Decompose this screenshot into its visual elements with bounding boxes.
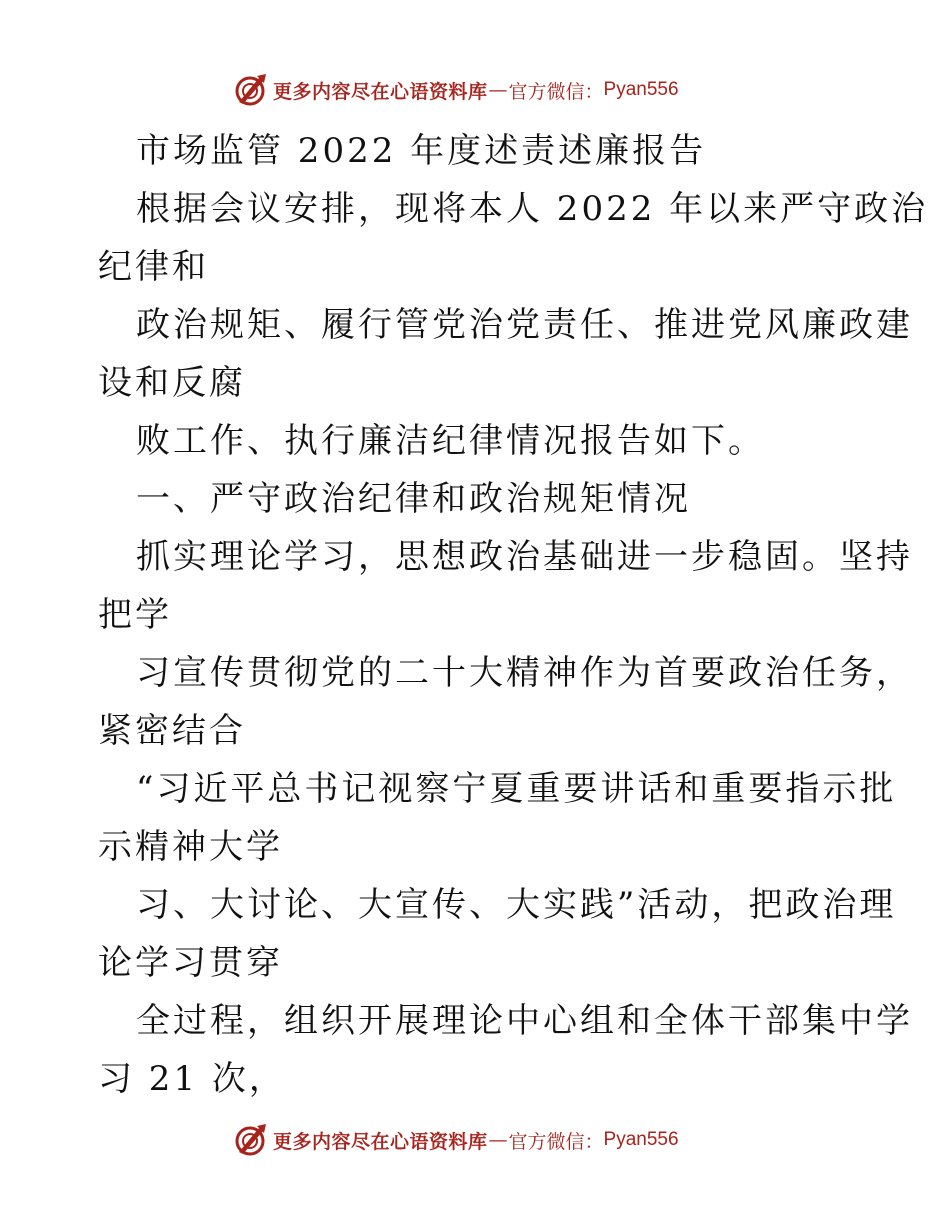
watermark-label: 官方微信：: [508, 1130, 604, 1153]
paragraph-line: 根据会议安排，现将本人 2022 年以来严守政治: [136, 189, 929, 229]
paragraph-line: “习近平总书记视察宁夏重要讲话和重要指示批: [136, 769, 897, 809]
paragraph-line: 全过程，组织开展理论中心组和全体干部集中学: [136, 1001, 913, 1041]
paragraph-line: 抓实理论学习，思想政治基础进一步稳固。坚持: [136, 537, 913, 577]
paragraph-line: 习 21 次，: [98, 1059, 286, 1099]
watermark-label: 官方微信：: [508, 80, 604, 103]
quill-pen-logo-icon: [233, 72, 269, 108]
paragraph-line: 把学: [98, 595, 172, 635]
watermark-separator: —: [488, 79, 508, 101]
paragraph-line: 紧密结合: [98, 711, 246, 751]
document-body: [98, 122, 929, 1108]
footer-watermark: [233, 1120, 679, 1160]
paragraph-line: 论学习贯穿: [98, 943, 283, 983]
document-title: 市场监管 2022 年度述责述廉报告: [136, 131, 707, 171]
paragraph-line: 设和反腐: [98, 363, 246, 403]
watermark-separator: —: [488, 1129, 508, 1151]
watermark-text: 更多内容尽在心语资料库: [273, 1130, 488, 1153]
paragraph-line: 败工作、执行廉洁纪律情况报告如下。: [136, 421, 765, 461]
quill-pen-logo-icon: [233, 1122, 269, 1158]
watermark-id: Pyan556: [603, 1129, 679, 1150]
paragraph-line: 习宣传贯彻党的二十大精神作为首要政治任务，: [136, 653, 913, 693]
paragraph-line: 示精神大学: [98, 827, 283, 867]
header-watermark: [233, 70, 679, 110]
paragraph-line: 政治规矩、履行管党治党责任、推进党风廉政建: [136, 305, 913, 345]
paragraph-line: 纪律和: [98, 247, 209, 287]
section-heading: 一、严守政治纪律和政治规矩情况: [136, 479, 691, 519]
watermark-id: Pyan556: [603, 79, 679, 100]
paragraph-line: 习、大讨论、大宣传、大实践”活动，把政治理: [136, 885, 897, 925]
watermark-text: 更多内容尽在心语资料库: [273, 80, 488, 103]
